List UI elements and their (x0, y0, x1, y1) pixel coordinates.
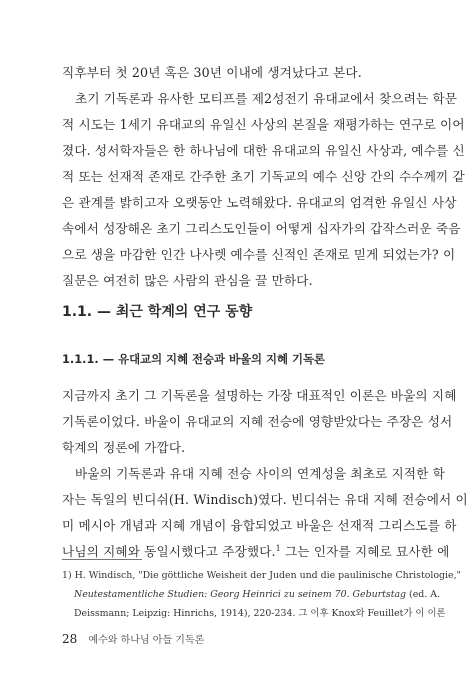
page-number: 28 (62, 632, 78, 646)
text-line (62, 539, 450, 565)
text-line: 적 시도는 1세기 유대교의 유일신 사상의 본질을 재평가하는 연구로 이어 (62, 117, 465, 132)
footnote-title: Neutestamentliche Studien: Georg Heinrici zu seinem 70. Geburtstag (74, 589, 407, 600)
text-line: 직후부터 첫 20년 혹은 30년 이내에 생겨났다고 본다. (62, 65, 362, 80)
footnote-line: 1) H. Windisch, "Die göttliche Weisheit der Juden und die paulinische Christologie," (62, 570, 461, 581)
text-line: 졌다. 성서학자들은 한 하나님에 대한 유대교의 유일신 사상과, 예수를 신 (62, 143, 465, 158)
section-heading: 1.1. — 최근 학계의 연구 동향 (62, 304, 253, 320)
text-segment: 그는 인자를 지혜로 묘사한 에 (280, 544, 450, 559)
footnote-divider (62, 559, 142, 560)
subsection-heading: 1.1.1. — 유대교의 지혜 전승과 바울의 지혜 기독론 (62, 352, 325, 366)
running-title: 예수와 하나님 아들 기독론 (88, 635, 205, 646)
text-line: 지금까지 초기 그 기독론을 설명하는 가장 대표적인 이론은 바울의 지혜 (62, 388, 457, 403)
text-line: 적 또는 선재적 존재로 간주한 초기 기독교의 예수 신앙 간의 수수께끼 같 (62, 169, 465, 184)
text-line: 학계의 정론에 가깝다. (62, 440, 186, 455)
text-line: 바울의 기독론과 유대 지혜 전승 사이의 연계성을 최초로 지적한 학 (75, 466, 445, 481)
body-text-bottom (62, 383, 468, 565)
text-line: 미 메시아 개념과 지혜 개념이 융합되었고 바울은 선재적 그리스도를 하 (62, 518, 457, 533)
body-text-top (62, 60, 465, 294)
text-line: 속에서 성장해온 초기 그리스도인들이 어떻게 십자가의 갑작스러운 죽음 (62, 221, 461, 236)
footnote-marker[interactable]: 1 (275, 543, 281, 553)
text-line: 자는 독일의 빈디쉬(H. Windisch)였다. 빈디쉬는 유대 지혜 전승에서 이 (62, 492, 468, 507)
text-line: 질문은 여전히 많은 사람의 관심을 끌 만하다. (62, 273, 313, 288)
page-footer (62, 631, 204, 646)
footnote (62, 566, 461, 623)
footnote-line: Deissmann; Leipzig: Hinrichs, 1914), 220-234. 그 이후 Knox와 Feuillet가 이 이론 (74, 608, 446, 619)
text-line: 은 관계를 밝히고자 오랫동안 노력해왔다. 유대교의 엄격한 유일신 사상 (62, 195, 457, 210)
text-line: 기독론이었다. 바울이 유대교의 지혜 전승에 영향받았다는 주장은 성서 (62, 414, 453, 429)
footnote-text: (ed. A. (406, 589, 440, 600)
text-segment: 나님의 지혜와 동일시했다고 주장했다. (62, 544, 276, 559)
text-line: 초기 기독론과 유사한 모티프를 제2성전기 유대교에서 찾으려는 학문 (75, 91, 458, 106)
text-line: 으로 생을 마감한 인간 나사렛 예수를 신적인 존재로 믿게 되었는가? 이 (62, 247, 456, 262)
footnote-line (62, 585, 440, 604)
